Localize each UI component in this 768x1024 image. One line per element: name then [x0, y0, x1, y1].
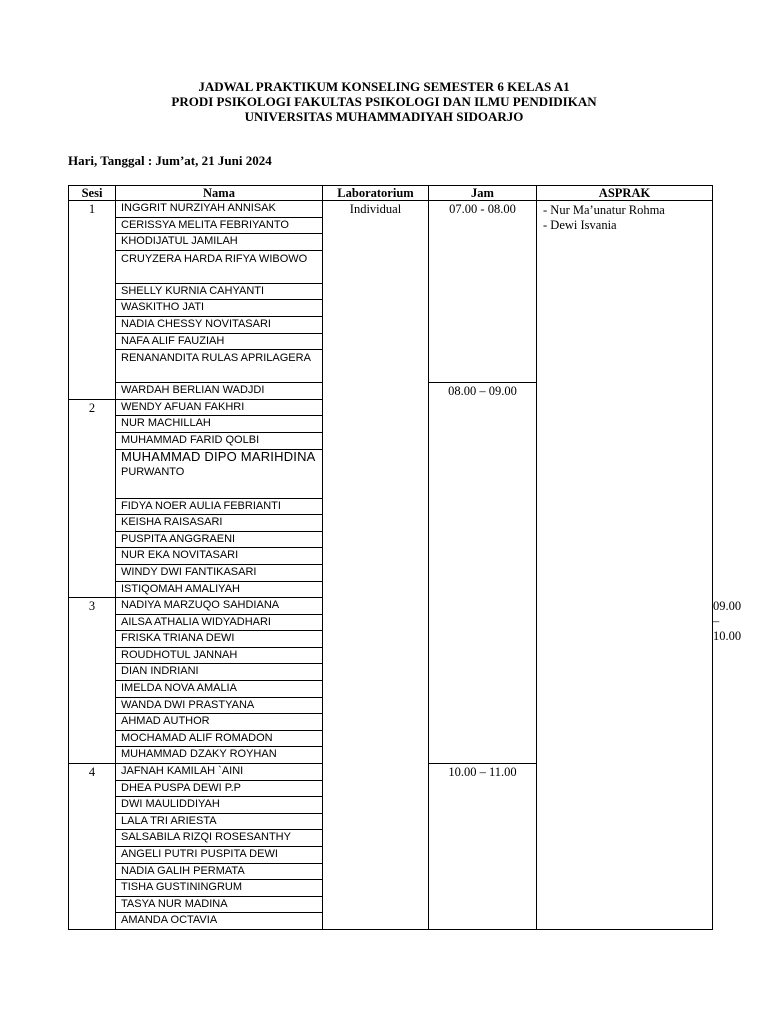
- name-cell: AILSA ATHALIA WIDYADHARI: [116, 614, 323, 631]
- jam-cell: 10.00 – 11.00: [429, 764, 537, 930]
- name-cell: NUR MACHILLAH: [116, 416, 323, 433]
- name-cell: WINDY DWI FANTIKASARI: [116, 564, 323, 581]
- name-cell: AHMAD AUTHOR: [116, 714, 323, 731]
- jam-cell: 07.00 - 08.00: [429, 201, 537, 383]
- name-cell: RENANANDITA RULAS APRILAGERA: [116, 350, 323, 383]
- sesi-cell: 2: [69, 399, 116, 597]
- header-sesi: Sesi: [69, 186, 116, 201]
- document-title: [0, 79, 768, 124]
- header-jam: Jam: [429, 186, 537, 201]
- jam-cell: 08.00 – 09.00: [429, 383, 537, 615]
- name-cell: DWI MAULIDDIYAH: [116, 797, 323, 814]
- name-cell: MUHAMMAD DZAKY ROYHAN: [116, 747, 323, 764]
- name-text: PURWANTO: [121, 465, 185, 478]
- name-cell: MOCHAMAD ALIF ROMADON: [116, 730, 323, 747]
- name-cell: [116, 449, 323, 498]
- title-line-1: JADWAL PRAKTIKUM KONSELING SEMESTER 6 KELAS A1: [198, 79, 570, 94]
- name-cell: TISHA GUSTININGRUM: [116, 880, 323, 897]
- name-cell: ISTIQOMAH AMALIYAH: [116, 581, 323, 598]
- name-cell: FIDYA NOER AULIA FEBRIANTI: [116, 498, 323, 515]
- name-cell: WARDAH BERLIAN WADJDI: [116, 383, 323, 400]
- name-cell: AMANDA OCTAVIA: [116, 913, 323, 930]
- asprak-name: - Nur Ma’unatur Rohma: [543, 203, 665, 217]
- asprak-name: - Dewi Isvania: [543, 218, 617, 232]
- name-cell: DIAN INDRIANI: [116, 664, 323, 681]
- name-cell: ANGELI PUTRI PUSPITA DEWI: [116, 847, 323, 864]
- sesi-cell: 1: [69, 201, 116, 400]
- name-cell: WANDA DWI PRASTYANA: [116, 697, 323, 714]
- date-line: Hari, Tanggal : Jum’at, 21 Juni 2024: [68, 153, 272, 168]
- name-cell: IMELDA NOVA AMALIA: [116, 681, 323, 698]
- name-cell: LALA TRI ARIESTA: [116, 813, 323, 830]
- name-cell: NADIA GALIH PERMATA: [116, 863, 323, 880]
- sesi-cell: 4: [69, 764, 116, 930]
- title-line-3: UNIVERSITAS MUHAMMADIYAH SIDOARJO: [244, 109, 524, 124]
- title-line-2: PRODI PSIKOLOGI FAKULTAS PSIKOLOGI DAN ILMU PENDIDIKAN: [171, 94, 597, 109]
- asprak-cell: [537, 201, 713, 930]
- name-cell: FRISKA TRIANA DEWI: [116, 631, 323, 648]
- name-cell: WENDY AFUAN FAKHRI: [116, 399, 323, 416]
- name-cell: MUHAMMAD FARID QOLBI: [116, 432, 323, 449]
- name-cell: ROUDHOTUL JANNAH: [116, 647, 323, 664]
- name-cell: KHODIJATUL JAMILAH: [116, 234, 323, 251]
- name-cell: NADIYA MARZUQO SAHDIANA: [116, 598, 323, 615]
- name-cell: INGGRIT NURZIYAH ANNISAK: [116, 201, 323, 218]
- name-cell: DHEA PUSPA DEWI P.P: [116, 780, 323, 797]
- name-cell: KEISHA RAISASARI: [116, 515, 323, 532]
- sesi-cell: 3: [69, 598, 116, 764]
- name-cell: SALSABILA RIZQI ROSESANTHY: [116, 830, 323, 847]
- name-cell: WASKITHO JATI: [116, 300, 323, 317]
- name-cell: NADIA CHESSY NOVITASARI: [116, 316, 323, 333]
- header-nama: Nama: [116, 186, 323, 201]
- name-cell: CRUYZERA HARDA RIFYA WIBOWO: [116, 250, 323, 283]
- table-row: 3 NADIYA MARZUQO SAHDIANA 09.00 – 10.00: [69, 598, 713, 615]
- laboratorium-cell: Individual: [323, 201, 429, 930]
- name-cell: SHELLY KURNIA CAHYANTI: [116, 283, 323, 300]
- name-cell: NAFA ALIF FAUZIAH: [116, 333, 323, 350]
- header-asprak: ASPRAK: [537, 186, 713, 201]
- table-header-row: [69, 186, 713, 201]
- name-cell: NUR EKA NOVITASARI: [116, 548, 323, 565]
- schedule-table: [68, 185, 742, 930]
- name-cell: JAFNAH KAMILAH `AINI: [116, 764, 323, 781]
- name-text: MUHAMMAD DIPO MARIHDINA: [121, 449, 316, 464]
- name-cell: PUSPITA ANGGRAENI: [116, 531, 323, 548]
- table-row: [69, 201, 713, 218]
- name-cell: CERISSYA MELITA FEBRIYANTO: [116, 217, 323, 234]
- header-laboratorium: Laboratorium: [323, 186, 429, 201]
- name-cell: TASYA NUR MADINA: [116, 896, 323, 913]
